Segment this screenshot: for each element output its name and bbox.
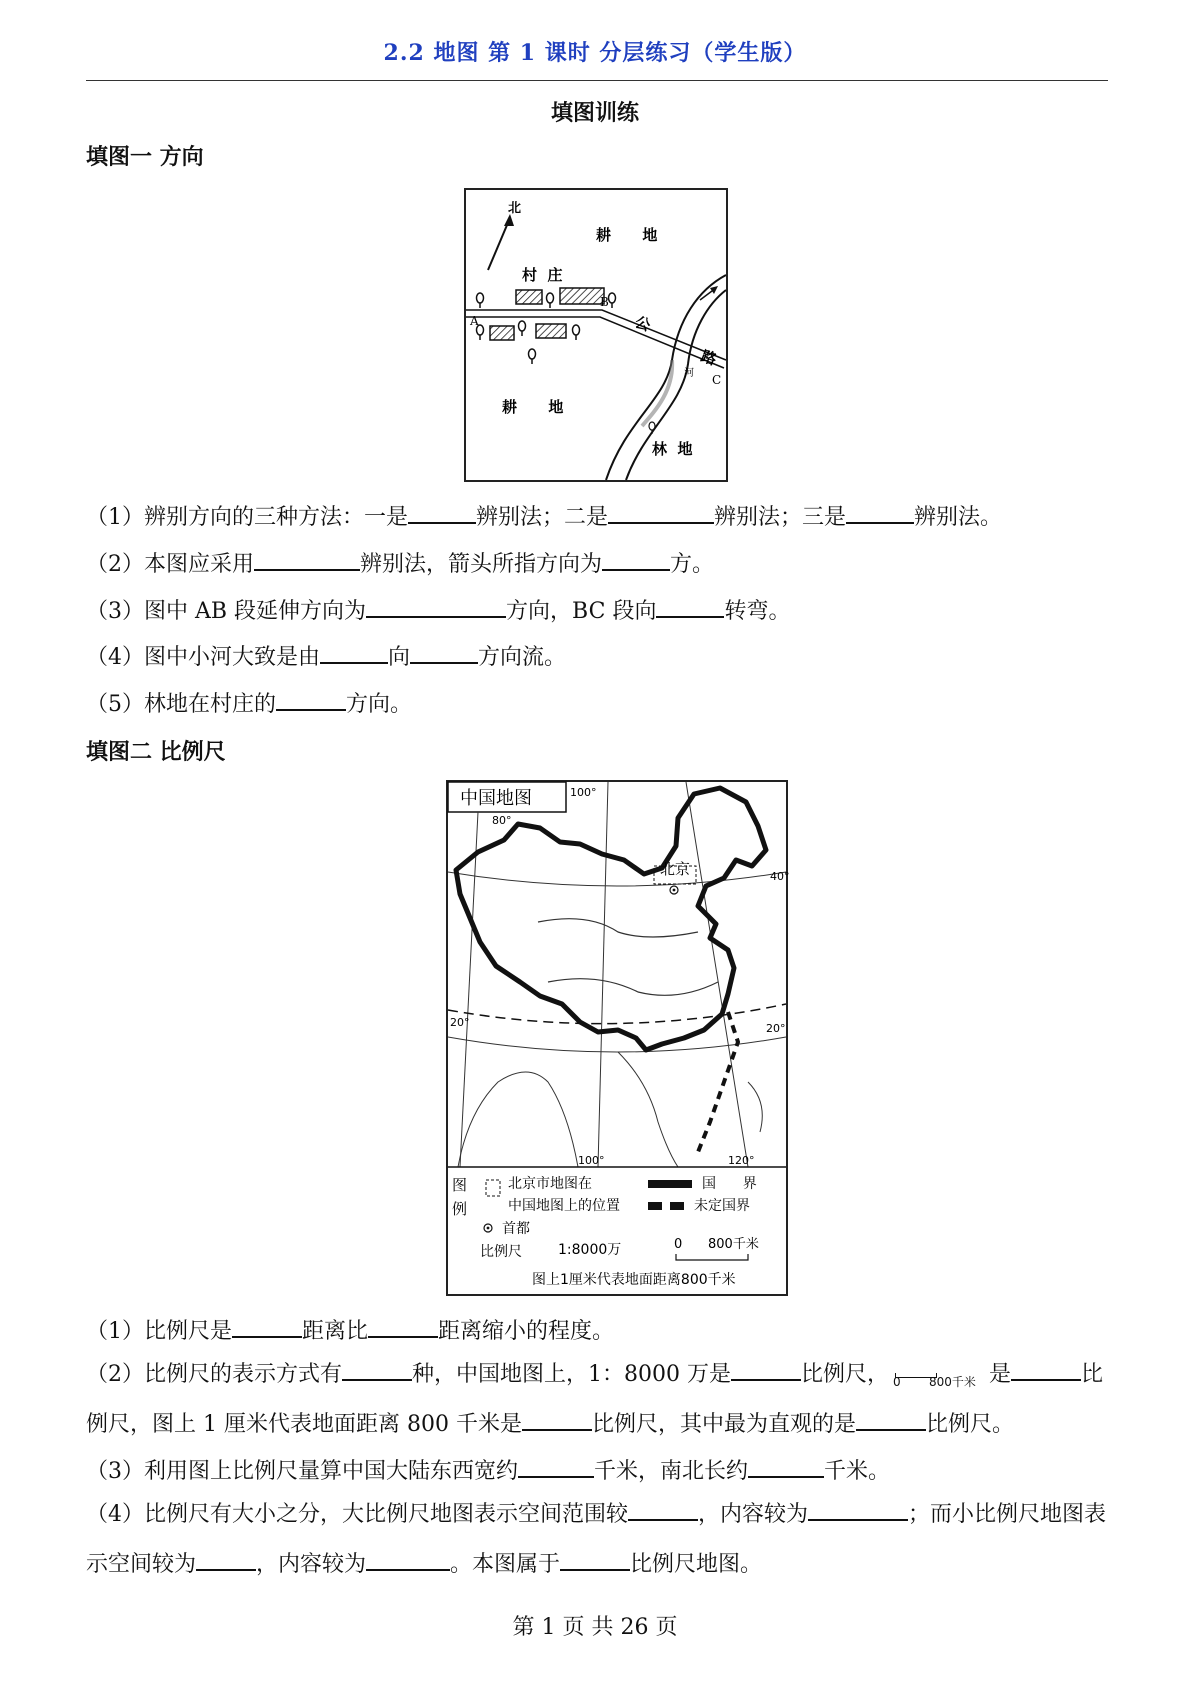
line-scale-icon-bar bbox=[895, 1373, 937, 1378]
answer-blank[interactable] bbox=[856, 1407, 926, 1431]
coastline bbox=[618, 1052, 678, 1167]
q-text: ，内容较为 bbox=[256, 1552, 367, 1577]
legend-box-icon bbox=[486, 1180, 500, 1196]
answer-blank[interactable] bbox=[408, 500, 476, 524]
lon-100-bottom: 100° bbox=[578, 1154, 605, 1167]
direction-map-svg bbox=[466, 190, 726, 480]
forest-label: 林 地 bbox=[652, 440, 693, 458]
question-1-1 bbox=[86, 500, 1002, 531]
tropic-line bbox=[448, 1004, 786, 1024]
lon-100-top: 100° bbox=[570, 786, 597, 799]
legend-beijing-position-1: 北京市地图在 bbox=[508, 1176, 592, 1192]
answer-blank[interactable] bbox=[748, 1454, 824, 1478]
q-text: （4）比例尺有大小之分，大比例尺地图表示空间范围较 bbox=[86, 1502, 628, 1527]
q-text: 辨别法，箭头所指方向为 bbox=[360, 552, 603, 577]
undefined-border-sea bbox=[698, 1012, 738, 1152]
capital-symbol-dot bbox=[673, 889, 676, 892]
lat-20-right: 20° bbox=[766, 1022, 786, 1035]
q-text: （3）利用图上比例尺量算中国大陆东西宽约 bbox=[86, 1459, 518, 1484]
q-text: 比例尺，图上 1 厘米代表地面距离 800 千米是 bbox=[86, 1362, 1104, 1437]
river-label: 河 bbox=[684, 368, 694, 379]
lat-80: 80° bbox=[492, 814, 512, 827]
line-scale-icon-zero: 0 bbox=[893, 1375, 901, 1389]
undefined-border-icon bbox=[648, 1202, 662, 1210]
answer-blank[interactable] bbox=[366, 1547, 450, 1571]
point-b-label: B bbox=[600, 295, 609, 309]
china-border bbox=[456, 788, 766, 1050]
q-text: 比例尺地图。 bbox=[630, 1552, 763, 1577]
q-text: 辨别法；二是 bbox=[476, 505, 609, 530]
yangtze-river bbox=[548, 979, 718, 996]
q-text: 向 bbox=[388, 645, 411, 670]
part1-heading: 填图一 方向 bbox=[86, 144, 204, 170]
beijing-label: 北京 bbox=[660, 860, 691, 878]
q-text: 种，中国地图上，1：8000 万是 bbox=[412, 1362, 731, 1387]
q-text: 比例尺。 bbox=[925, 1412, 1014, 1437]
answer-blank[interactable] bbox=[368, 1314, 438, 1338]
scale-text: 图上1厘米代表地面距离800千米 bbox=[532, 1272, 736, 1288]
yellow-river bbox=[538, 919, 698, 937]
answer-blank[interactable] bbox=[254, 547, 360, 571]
answer-blank[interactable] bbox=[276, 687, 346, 711]
header-divider bbox=[86, 80, 1108, 81]
line-scale-icon bbox=[889, 1359, 989, 1389]
question-1-3 bbox=[86, 594, 790, 625]
answer-blank[interactable] bbox=[196, 1547, 256, 1571]
coastline bbox=[458, 1072, 578, 1167]
q-text: 辨别法。 bbox=[914, 505, 1003, 530]
village-building bbox=[560, 288, 604, 304]
answer-blank[interactable] bbox=[608, 500, 714, 524]
q-text: （5）林地在村庄的 bbox=[86, 692, 276, 717]
q-text: 方向。 bbox=[346, 692, 413, 717]
q-text: （4）图中小河大致是由 bbox=[86, 645, 320, 670]
undefined-border-icon bbox=[670, 1202, 684, 1210]
answer-blank[interactable] bbox=[731, 1357, 801, 1381]
q-text: （2）比例尺的表示方式有 bbox=[86, 1362, 342, 1387]
q-text: 。本图属于 bbox=[450, 1552, 561, 1577]
question-1-4 bbox=[86, 640, 566, 671]
q-text: 辨别法；三是 bbox=[714, 505, 847, 530]
lat-20-left: 20° bbox=[450, 1016, 470, 1029]
forest-tree-icon bbox=[649, 422, 655, 434]
q-text: 方向，BC 段向 bbox=[506, 599, 657, 624]
answer-blank[interactable] bbox=[232, 1314, 302, 1338]
farmland-top-label: 耕 地 bbox=[596, 226, 658, 244]
road-edge bbox=[466, 317, 724, 368]
village-building bbox=[516, 290, 542, 304]
legend-undefined-border: 未定国界 bbox=[694, 1198, 750, 1214]
q-text: （3）图中 AB 段延伸方向为 bbox=[86, 599, 367, 624]
q-text: （1）辨别方向的三种方法：一是 bbox=[86, 505, 408, 530]
line-scale-icon-value: 800千米 bbox=[929, 1375, 976, 1389]
part2-heading: 填图二 比例尺 bbox=[86, 739, 226, 765]
q-text: 方向流。 bbox=[478, 645, 567, 670]
question-2-4 bbox=[86, 1490, 1110, 1590]
answer-blank[interactable] bbox=[560, 1547, 630, 1571]
village-label: 村 庄 bbox=[522, 266, 563, 284]
national-border-icon bbox=[648, 1180, 692, 1188]
q-text: （2）本图应采用 bbox=[86, 552, 254, 577]
scale-bar bbox=[676, 1254, 748, 1260]
legend-label-2: 例 bbox=[452, 1200, 468, 1218]
q-text: 是 bbox=[989, 1362, 1012, 1387]
legend-beijing-position-2: 中国地图上的位置 bbox=[508, 1198, 620, 1214]
answer-blank[interactable] bbox=[522, 1407, 592, 1431]
q-text: 比例尺， bbox=[800, 1362, 889, 1387]
farmland-bottom-label: 耕 地 bbox=[502, 398, 564, 416]
question-1-2 bbox=[86, 547, 714, 578]
lon-120-bottom: 120° bbox=[728, 1154, 755, 1167]
china-map-figure bbox=[446, 780, 788, 1296]
q-text: 千米，南北长约 bbox=[594, 1459, 749, 1484]
scale-label: 比例尺 bbox=[480, 1244, 522, 1260]
legend-label-1: 图 bbox=[452, 1176, 468, 1194]
q-text: ，内容较为 bbox=[698, 1502, 809, 1527]
river-shading bbox=[642, 360, 672, 426]
point-c-label: C bbox=[712, 373, 722, 387]
village-building bbox=[536, 324, 566, 338]
question-2-2 bbox=[86, 1350, 1110, 1450]
q-text: ；而小比例尺地图表示空间较为 bbox=[86, 1502, 1107, 1577]
answer-blank[interactable] bbox=[656, 594, 724, 618]
north-label: 北 bbox=[508, 201, 522, 216]
section-title: 填图训练 bbox=[550, 100, 639, 126]
answer-blank[interactable] bbox=[1011, 1357, 1081, 1381]
q-text: 转弯。 bbox=[724, 599, 791, 624]
question-2-1 bbox=[86, 1314, 614, 1345]
answer-blank[interactable] bbox=[808, 1497, 908, 1521]
capital-legend-icon-dot bbox=[487, 1227, 490, 1230]
scale-zero: 0 bbox=[674, 1237, 683, 1252]
road-label-2: 路 bbox=[698, 346, 719, 369]
page-header-title: 2.2 地图 第 1 课时 分层练习（学生版） bbox=[383, 40, 807, 66]
legend-capital: 首都 bbox=[502, 1221, 530, 1237]
answer-blank[interactable] bbox=[342, 1357, 412, 1381]
question-2-3 bbox=[86, 1454, 890, 1485]
river-flow-arrow-head bbox=[710, 286, 718, 294]
legend-national-border: 国 界 bbox=[702, 1176, 757, 1192]
road-label-1: 公 bbox=[632, 312, 653, 335]
question-1-5 bbox=[86, 687, 412, 718]
answer-blank[interactable] bbox=[846, 500, 914, 524]
answer-blank[interactable] bbox=[410, 640, 478, 664]
answer-blank[interactable] bbox=[366, 594, 506, 618]
scale-bar-value: 800千米 bbox=[708, 1237, 759, 1252]
q-text: 比例尺，其中最为直观的是 bbox=[591, 1412, 856, 1437]
page-footer: 第 1 页 共 26 页 bbox=[512, 1615, 678, 1640]
q-text: （1）比例尺是 bbox=[86, 1319, 232, 1344]
q-text: 千米。 bbox=[824, 1459, 891, 1484]
answer-blank[interactable] bbox=[628, 1497, 698, 1521]
scale-numeric: 1:8000万 bbox=[558, 1242, 622, 1258]
q-text: 方。 bbox=[670, 552, 715, 577]
lat-40: 40° bbox=[770, 870, 790, 883]
point-a-label: A bbox=[470, 314, 479, 328]
map-title: 中国地图 bbox=[460, 788, 532, 809]
village-building bbox=[490, 326, 514, 340]
q-text: 距离缩小的程度。 bbox=[438, 1319, 615, 1344]
direction-figure bbox=[464, 188, 728, 482]
china-map-svg bbox=[448, 782, 790, 1294]
answer-blank[interactable] bbox=[518, 1454, 594, 1478]
q-text: 距离比 bbox=[302, 1319, 369, 1344]
coastline bbox=[748, 1082, 762, 1132]
answer-blank[interactable] bbox=[602, 547, 670, 571]
answer-blank[interactable] bbox=[320, 640, 388, 664]
